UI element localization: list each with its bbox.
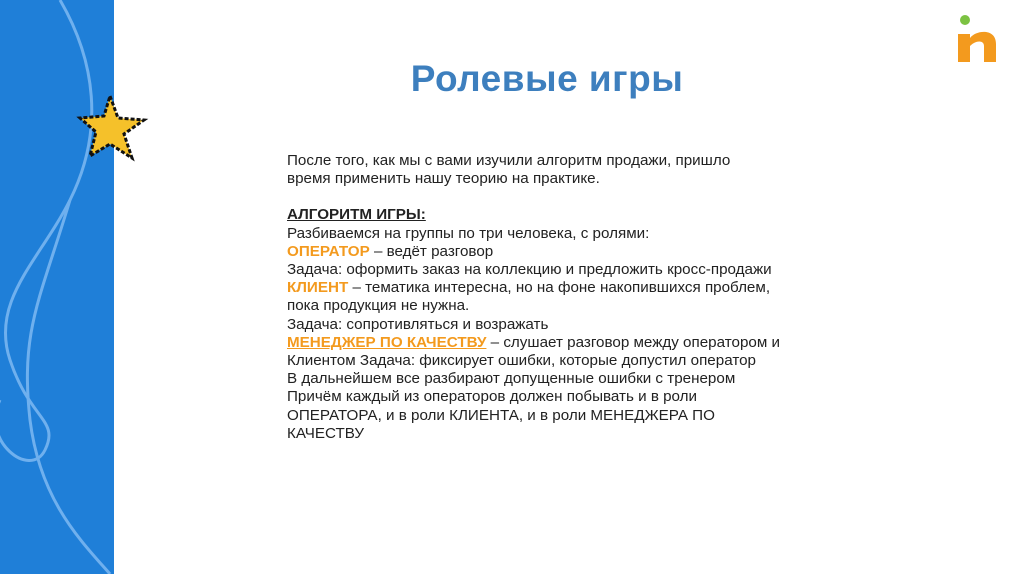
client-line: [287, 279, 847, 297]
manager-role-desc: – слушает разговор между оператором и: [486, 333, 780, 351]
client-line-cont: пока продукция не нужна.: [287, 297, 470, 315]
intro-line-1: После того, как мы с вами изучили алгоритм продажи, пришло: [287, 152, 731, 169]
manager-role-name: МЕНЕДЖЕР ПО КАЧЕСТВУ: [287, 333, 487, 351]
outro-line-2: Причём каждый из операторов должен побывать и в роли: [287, 388, 698, 406]
operator-role-name: ОПЕРАТОР: [287, 242, 370, 260]
operator-role-desc: – ведёт разговор: [369, 242, 494, 260]
page-title: Ролевые игры: [410, 58, 684, 99]
outro-line-1: В дальнейшем все разбирают допущенные ошибки с тренером: [287, 370, 736, 388]
manager-line: [287, 334, 847, 352]
operator-line: [287, 243, 847, 261]
client-role-name: КЛИЕНТ: [287, 279, 349, 297]
algorithm-heading: АЛГОРИТМ ИГРЫ:: [287, 206, 426, 224]
client-role-desc: – тематика интересна, но на фоне накопившихся проблем,: [348, 279, 771, 297]
operator-task: Задача: оформить заказ на коллекцию и предложить кросс-продажи: [287, 261, 772, 279]
star-icon: [76, 92, 152, 164]
split-line: Разбиваемся на группы по три человека, с ролями:: [287, 224, 650, 242]
slide-body: [287, 152, 847, 443]
client-task: Задача: сопротивляться и возражать: [287, 315, 549, 333]
manager-line-cont: Клиентом Задача: фиксирует ошибки, которые допустил оператор: [287, 352, 756, 370]
outro-line-4: КАЧЕСТВУ: [287, 424, 365, 442]
outro-line-3: ОПЕРАТОРА, и в роли КЛИЕНТА, и в роли МЕНЕДЖЕРА ПО: [287, 406, 715, 424]
intro-line-2: время применить нашу теорию на практике.: [287, 170, 600, 188]
